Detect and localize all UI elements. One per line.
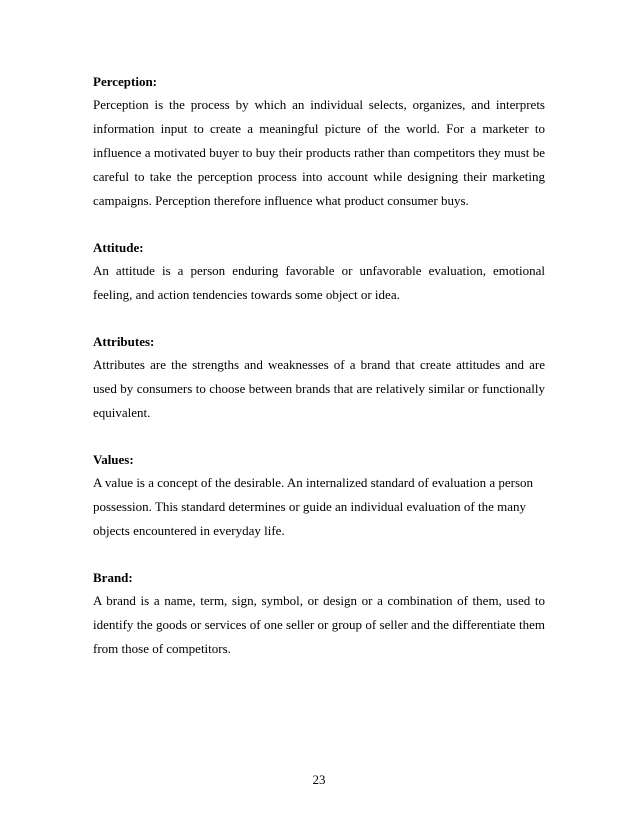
section-heading: Attributes: <box>93 334 155 349</box>
section-heading: Brand: <box>93 570 133 585</box>
section-body: Attributes are the strengths and weaknesses of a brand that create attitudes and are used by consumers to choose between brands that are relatively similar or functionally equivalent. <box>93 357 545 420</box>
section-body: A value is a concept of the desirable. An internalized standard of evaluation a person possession. This standard determines or guide an individual evaluation of the many objects encountered in everyday life. <box>93 475 534 538</box>
section-heading: Perception: <box>93 74 158 89</box>
section-attributes <box>93 330 545 425</box>
section-heading: Attitude: <box>93 240 144 255</box>
section-perception <box>93 70 545 213</box>
section-body: An attitude is a person enduring favorable or unfavorable evaluation, emotional feeling, and action tendencies towards some object or idea. <box>93 263 545 302</box>
page-content <box>93 70 545 684</box>
section-body: Perception is the process by which an individual selects, organizes, and interprets information input to create a meaningful picture of the world. For a marketer to influence a motivated buyer to buy their products rather than competitors they must be careful to take the perception process into account while designing their marketing campaigns. Perception therefore influence what product consumer buys. <box>93 97 545 208</box>
section-values <box>93 448 545 543</box>
section-body: A brand is a name, term, sign, symbol, or design or a combination of them, used to identify the goods or services of one seller or group of seller and the differentiate them from those of competitors. <box>93 593 545 656</box>
section-attitude <box>93 236 545 307</box>
page-number: 23 <box>312 772 326 787</box>
section-brand <box>93 566 545 661</box>
section-heading: Values: <box>93 452 134 467</box>
